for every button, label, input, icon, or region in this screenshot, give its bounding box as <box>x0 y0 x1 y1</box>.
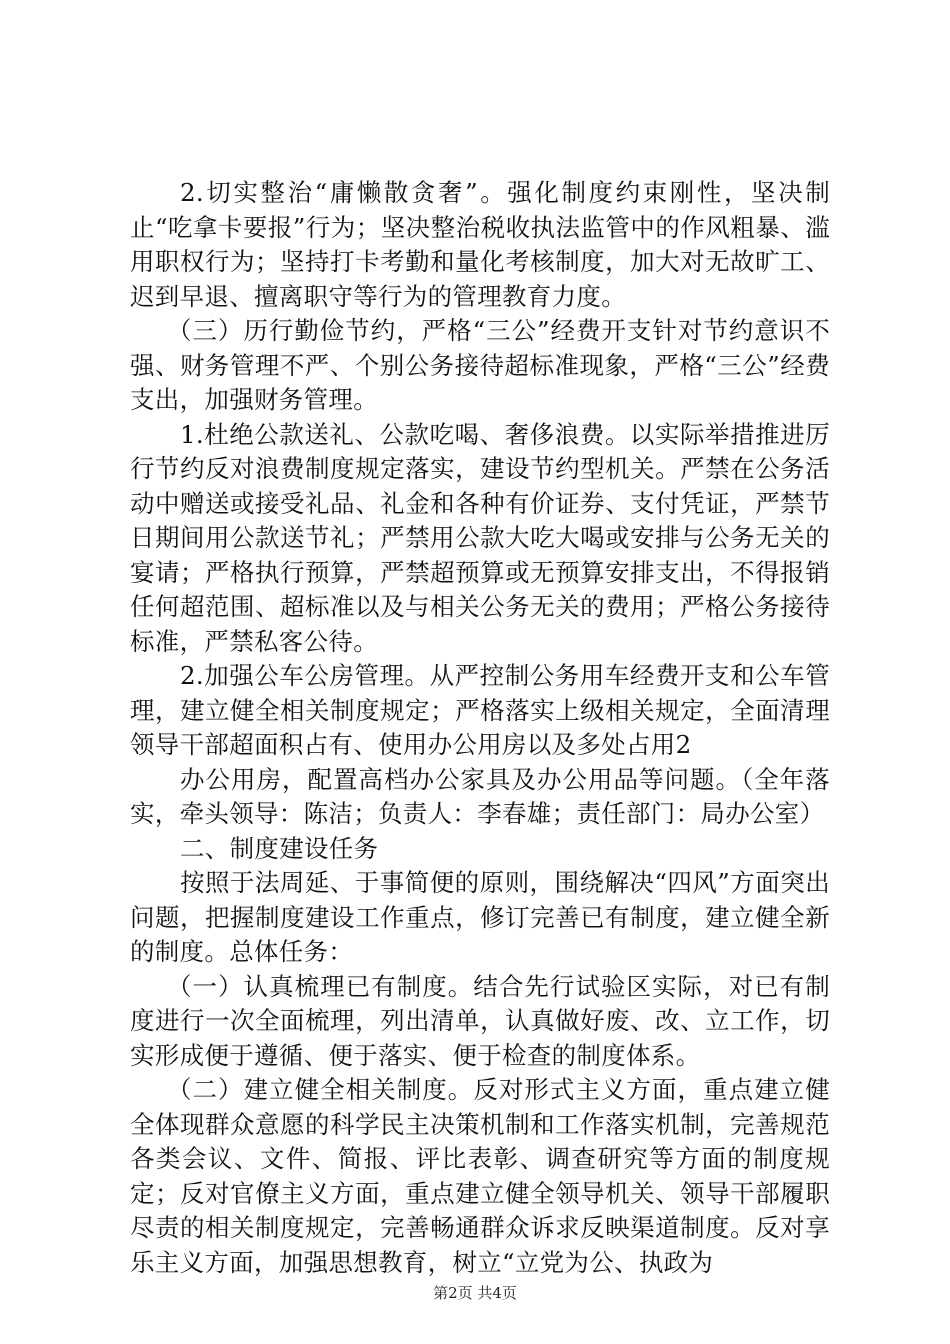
paragraph-thrift-heading: （三）历行勤俭节约，严格“三公”经费开支针对节约意识不强、财务管理不严、个别公务接待超标准现象，严格“三公”经费支出，加强财务管理。 <box>130 316 830 414</box>
paragraph-establish-new: （二）建立健全相关制度。反对形式主义方面，重点建立健全体现群众意愿的科学民主决策机制和工作落实机制，完善规范各类会议、文件、简报、评比表彰、调查研究等方面的制度规定；反对官僚主义方面，重点建立健全领导机关、领导干部履职尽责的相关制度规定，完善畅通群众诉求反映渠道制度。反对享乐主义方面，加强思想教育，树立“立党为公、执政为 <box>130 1075 830 1277</box>
paragraph-review-existing: （一）认真梳理已有制度。结合先行试验区实际，对已有制度进行一次全面梳理，列出清单，认真做好废、改、立工作，切实形成便于遵循、便于落实、便于检查的制度体系。 <box>130 971 830 1070</box>
document-body <box>130 176 830 1280</box>
page-number-footer: 第2页 共4页 <box>433 1284 517 1302</box>
paragraph-rectify-lazy: 2.切实整治“庸懒散贪奢”。强化制度约束刚性，坚决制止“吃拿卡要报”行为；坚决整治税收执法监管中的作风粗暴、滥用职权行为；坚持打卡考勤和量化考核制度，加大对无故旷工、迟到早退、擅离职守等行为的管理教育力度。 <box>130 178 830 311</box>
paragraph-ban-gifts: 1.杜绝公款送礼、公款吃喝、奢侈浪费。以实际举措推进厉行节约反对浪费制度规定落实，建设节约型机关。严禁在公务活动中赠送或接受礼品、礼金和各种有价证券、支付凭证，严禁节日期间用公款送节礼；严禁用公款大吃大喝或安排与公务无关的宴请；严格执行预算，严禁超预算或无预算安排支出，不得报销任何超范围、超标准以及与相关公务无关的费用；严格公务接待标准，严禁私客公待。 <box>130 419 830 656</box>
paragraph-principles: 按照于法周延、于事简便的原则，围绕解决“四风”方面突出问题，把握制度建设工作重点，修订完善已有制度，建立健全新的制度。总体任务： <box>130 868 830 966</box>
paragraph-vehicle-housing: 2.加强公车公房管理。从严控制公务用车经费开支和公车管理，建立健全相关制度规定；严格落实上级相关规定，全面清理领导干部超面积占有、使用办公用房以及多处占用2 <box>130 661 830 759</box>
paragraph-office-furniture: 办公用房，配置高档办公家具及办公用品等问题。（全年落实，牵头领导：陈洁；负责人：李春雄；责任部门：局办公室） <box>130 764 830 828</box>
section-heading-institution: 二、制度建设任务 <box>180 833 379 863</box>
